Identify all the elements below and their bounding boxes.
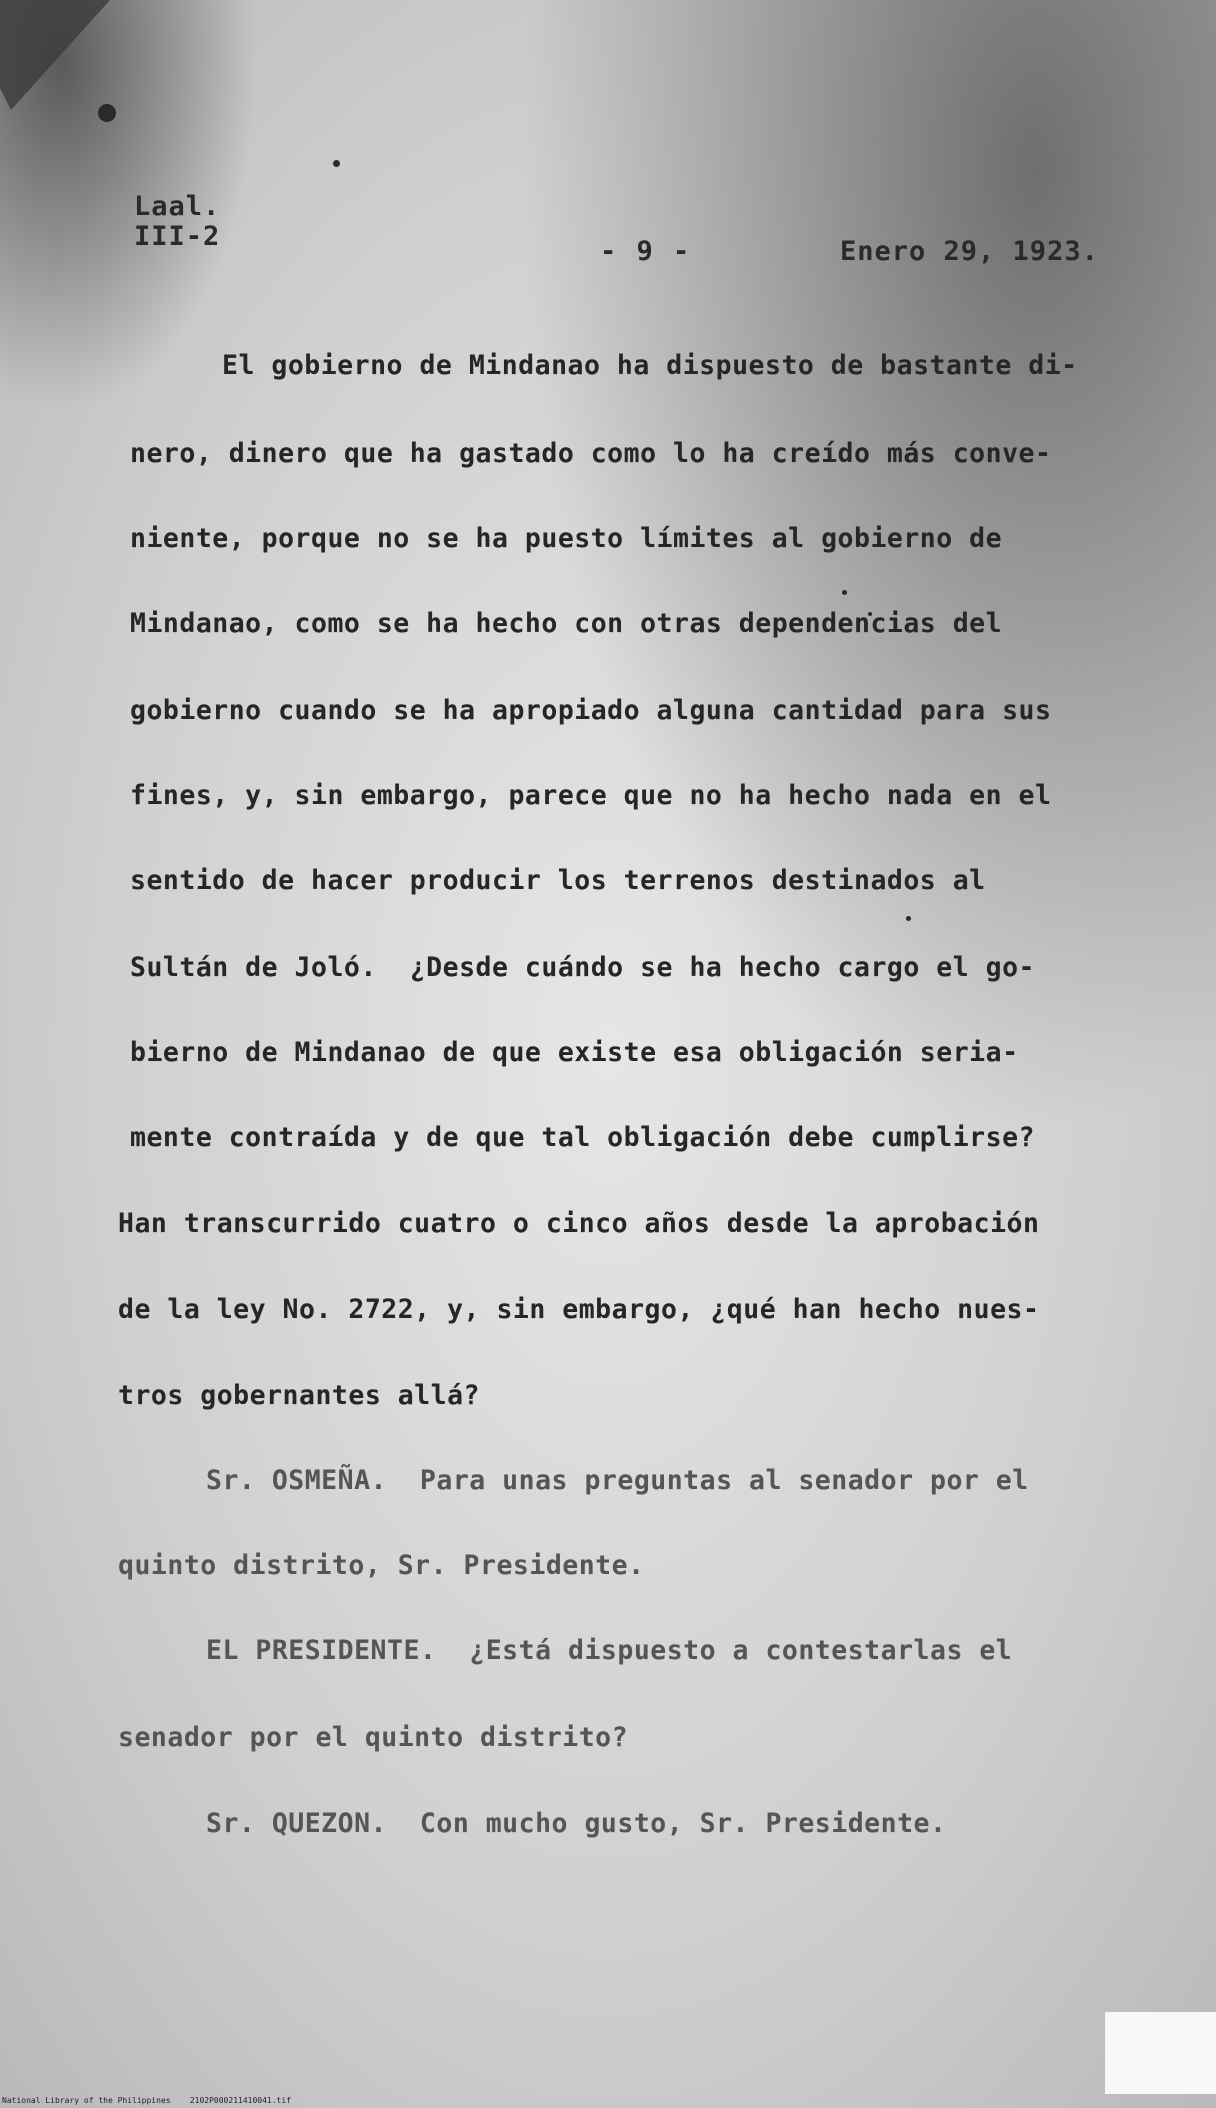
document-reference — [134, 192, 220, 252]
reference-line-1: Laal. — [134, 191, 221, 222]
reference-line-2: III-2 — [134, 221, 221, 252]
text-line: gobierno cuando se ha apropiado alguna cantidad para sus — [130, 695, 1052, 726]
ink-blot — [906, 916, 911, 921]
text-line: de la ley No. 2722, y, sin embargo, ¿qué han hecho nues- — [118, 1294, 1040, 1325]
text-line: tros gobernantes allá? — [118, 1380, 480, 1411]
text-line: El gobierno de Mindanao ha dispuesto de bastante di- — [222, 350, 1078, 381]
text-line: bierno de Mindanao de que existe esa obligación seria- — [130, 1037, 1019, 1068]
ink-blot — [842, 590, 847, 595]
white-label-patch — [1105, 2012, 1216, 2094]
text-line: quinto distrito, Sr. Presidente. — [118, 1550, 645, 1581]
page-number: - 9 - — [600, 236, 692, 267]
speaker-line: Sr. QUEZON. Con mucho gusto, Sr. Presidente. — [206, 1808, 947, 1839]
text-line: fines, y, sin embargo, parece que no ha hecho nada en el — [130, 780, 1052, 811]
text-line: senador por el quinto distrito? — [118, 1722, 629, 1753]
ink-blot — [98, 104, 116, 122]
document-date: Enero 29, 1923. — [840, 236, 1099, 267]
text-line: Han transcurrido cuatro o cinco años desde la aprobación — [118, 1208, 1040, 1239]
text-line: Mindanao, como se ha hecho con otras dependencias del — [130, 608, 1003, 639]
torn-corner — [0, 0, 110, 110]
speaker-line: Sr. OSMEÑA. Para unas preguntas al senador por el — [206, 1465, 1029, 1496]
text-line: niente, porque no se ha puesto límites al gobierno de — [130, 523, 1003, 554]
text-line: sentido de hacer producir los terrenos destinados al — [130, 865, 986, 896]
text-line: nero, dinero que ha gastado como lo ha creído más conve- — [130, 438, 1052, 469]
ink-blot — [333, 160, 340, 167]
text-line: Sultán de Joló. ¿Desde cuándo se ha hecho cargo el go- — [130, 952, 1035, 983]
text-line: mente contraída y de que tal obligación debe cumplirse? — [130, 1122, 1035, 1153]
archive-footer: National Library of the Philippines 2102P000211410041.tif — [2, 2096, 291, 2105]
speaker-line: EL PRESIDENTE. ¿Está dispuesto a contestarlas el — [206, 1635, 1013, 1666]
